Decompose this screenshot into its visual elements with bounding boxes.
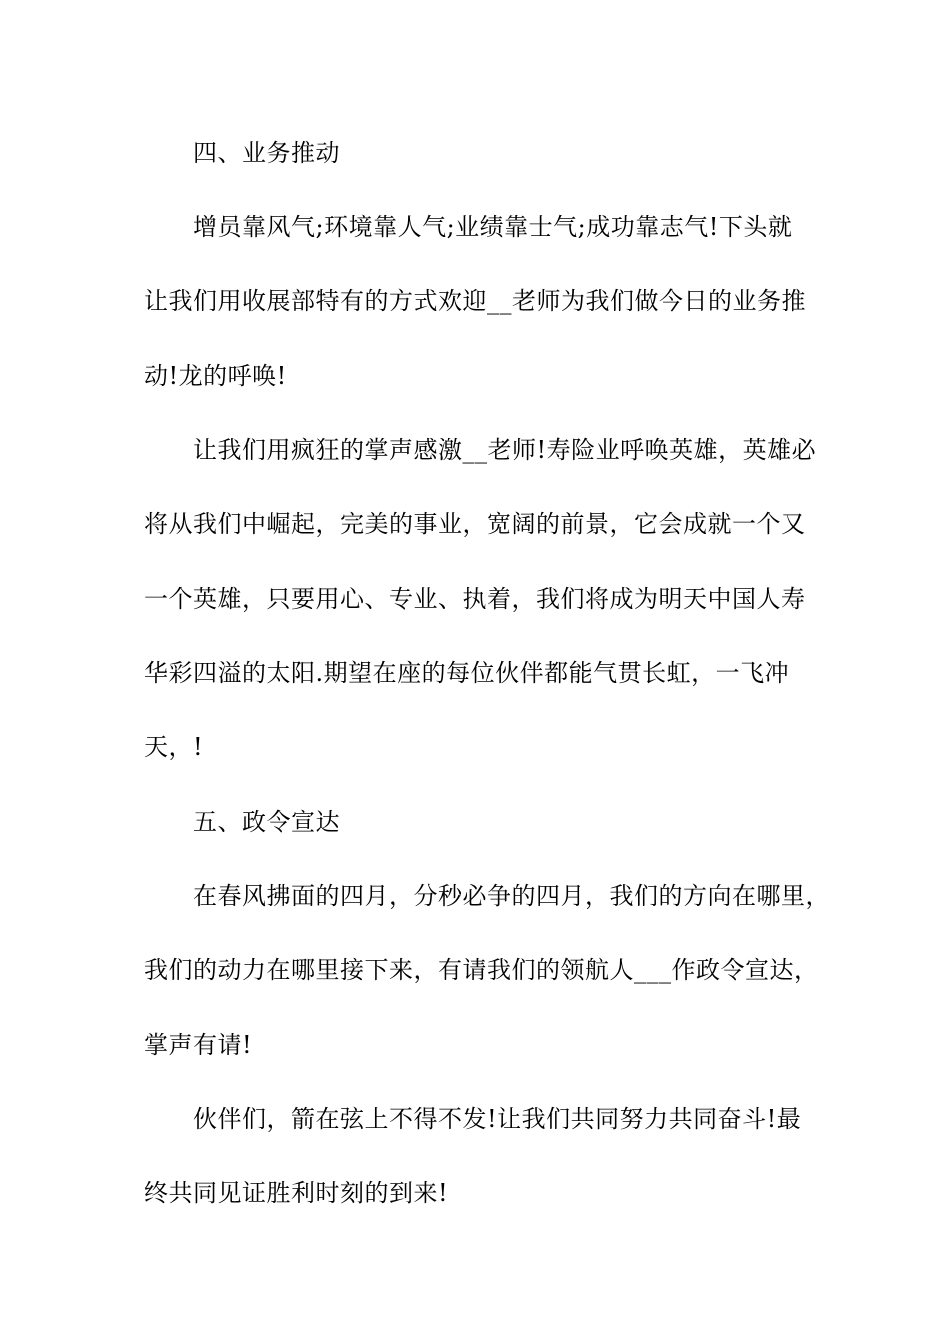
paragraph-line: 让我们用疯狂的掌声感激__老师!寿险业呼唤英雄，英雄必 (193, 436, 817, 464)
paragraph-line: 华彩四溢的太阳.期望在座的每位伙伴都能气贯长虹，一飞冲 (144, 659, 790, 687)
paragraph-line: 将从我们中崛起，完美的事业，宽阔的前景，它会成就一个又 (144, 510, 806, 538)
paragraph-line: 天，! (144, 733, 204, 761)
paragraph-line: 伙伴们，箭在弦上不得不发!让我们共同努力共同奋斗!最 (193, 1105, 802, 1133)
paragraph-line: 增员靠风气;环境靠人气;业绩靠士气;成功靠志气!下头就 (193, 213, 793, 241)
paragraph-line: 让我们用收展部特有的方式欢迎__老师为我们做今日的业务推 (144, 287, 806, 315)
paragraph-line: 在春风拂面的四月，分秒必争的四月，我们的方向在哪里， (193, 882, 830, 910)
paragraph-line: 动!龙的呼唤! (144, 362, 287, 390)
paragraph-line: 我们的动力在哪里接下来，有请我们的领航人___作政令宣达， (144, 956, 819, 984)
section-heading-business: 四、业务推动 (193, 139, 340, 167)
paragraph-line: 掌声有请! (144, 1031, 253, 1059)
paragraph-line: 一个英雄，只要用心、专业、执着，我们将成为明天中国人寿 (144, 585, 806, 613)
paragraph-line: 终共同见证胜利时刻的到来! (144, 1179, 449, 1207)
section-heading-policy: 五、政令宣达 (193, 808, 340, 836)
